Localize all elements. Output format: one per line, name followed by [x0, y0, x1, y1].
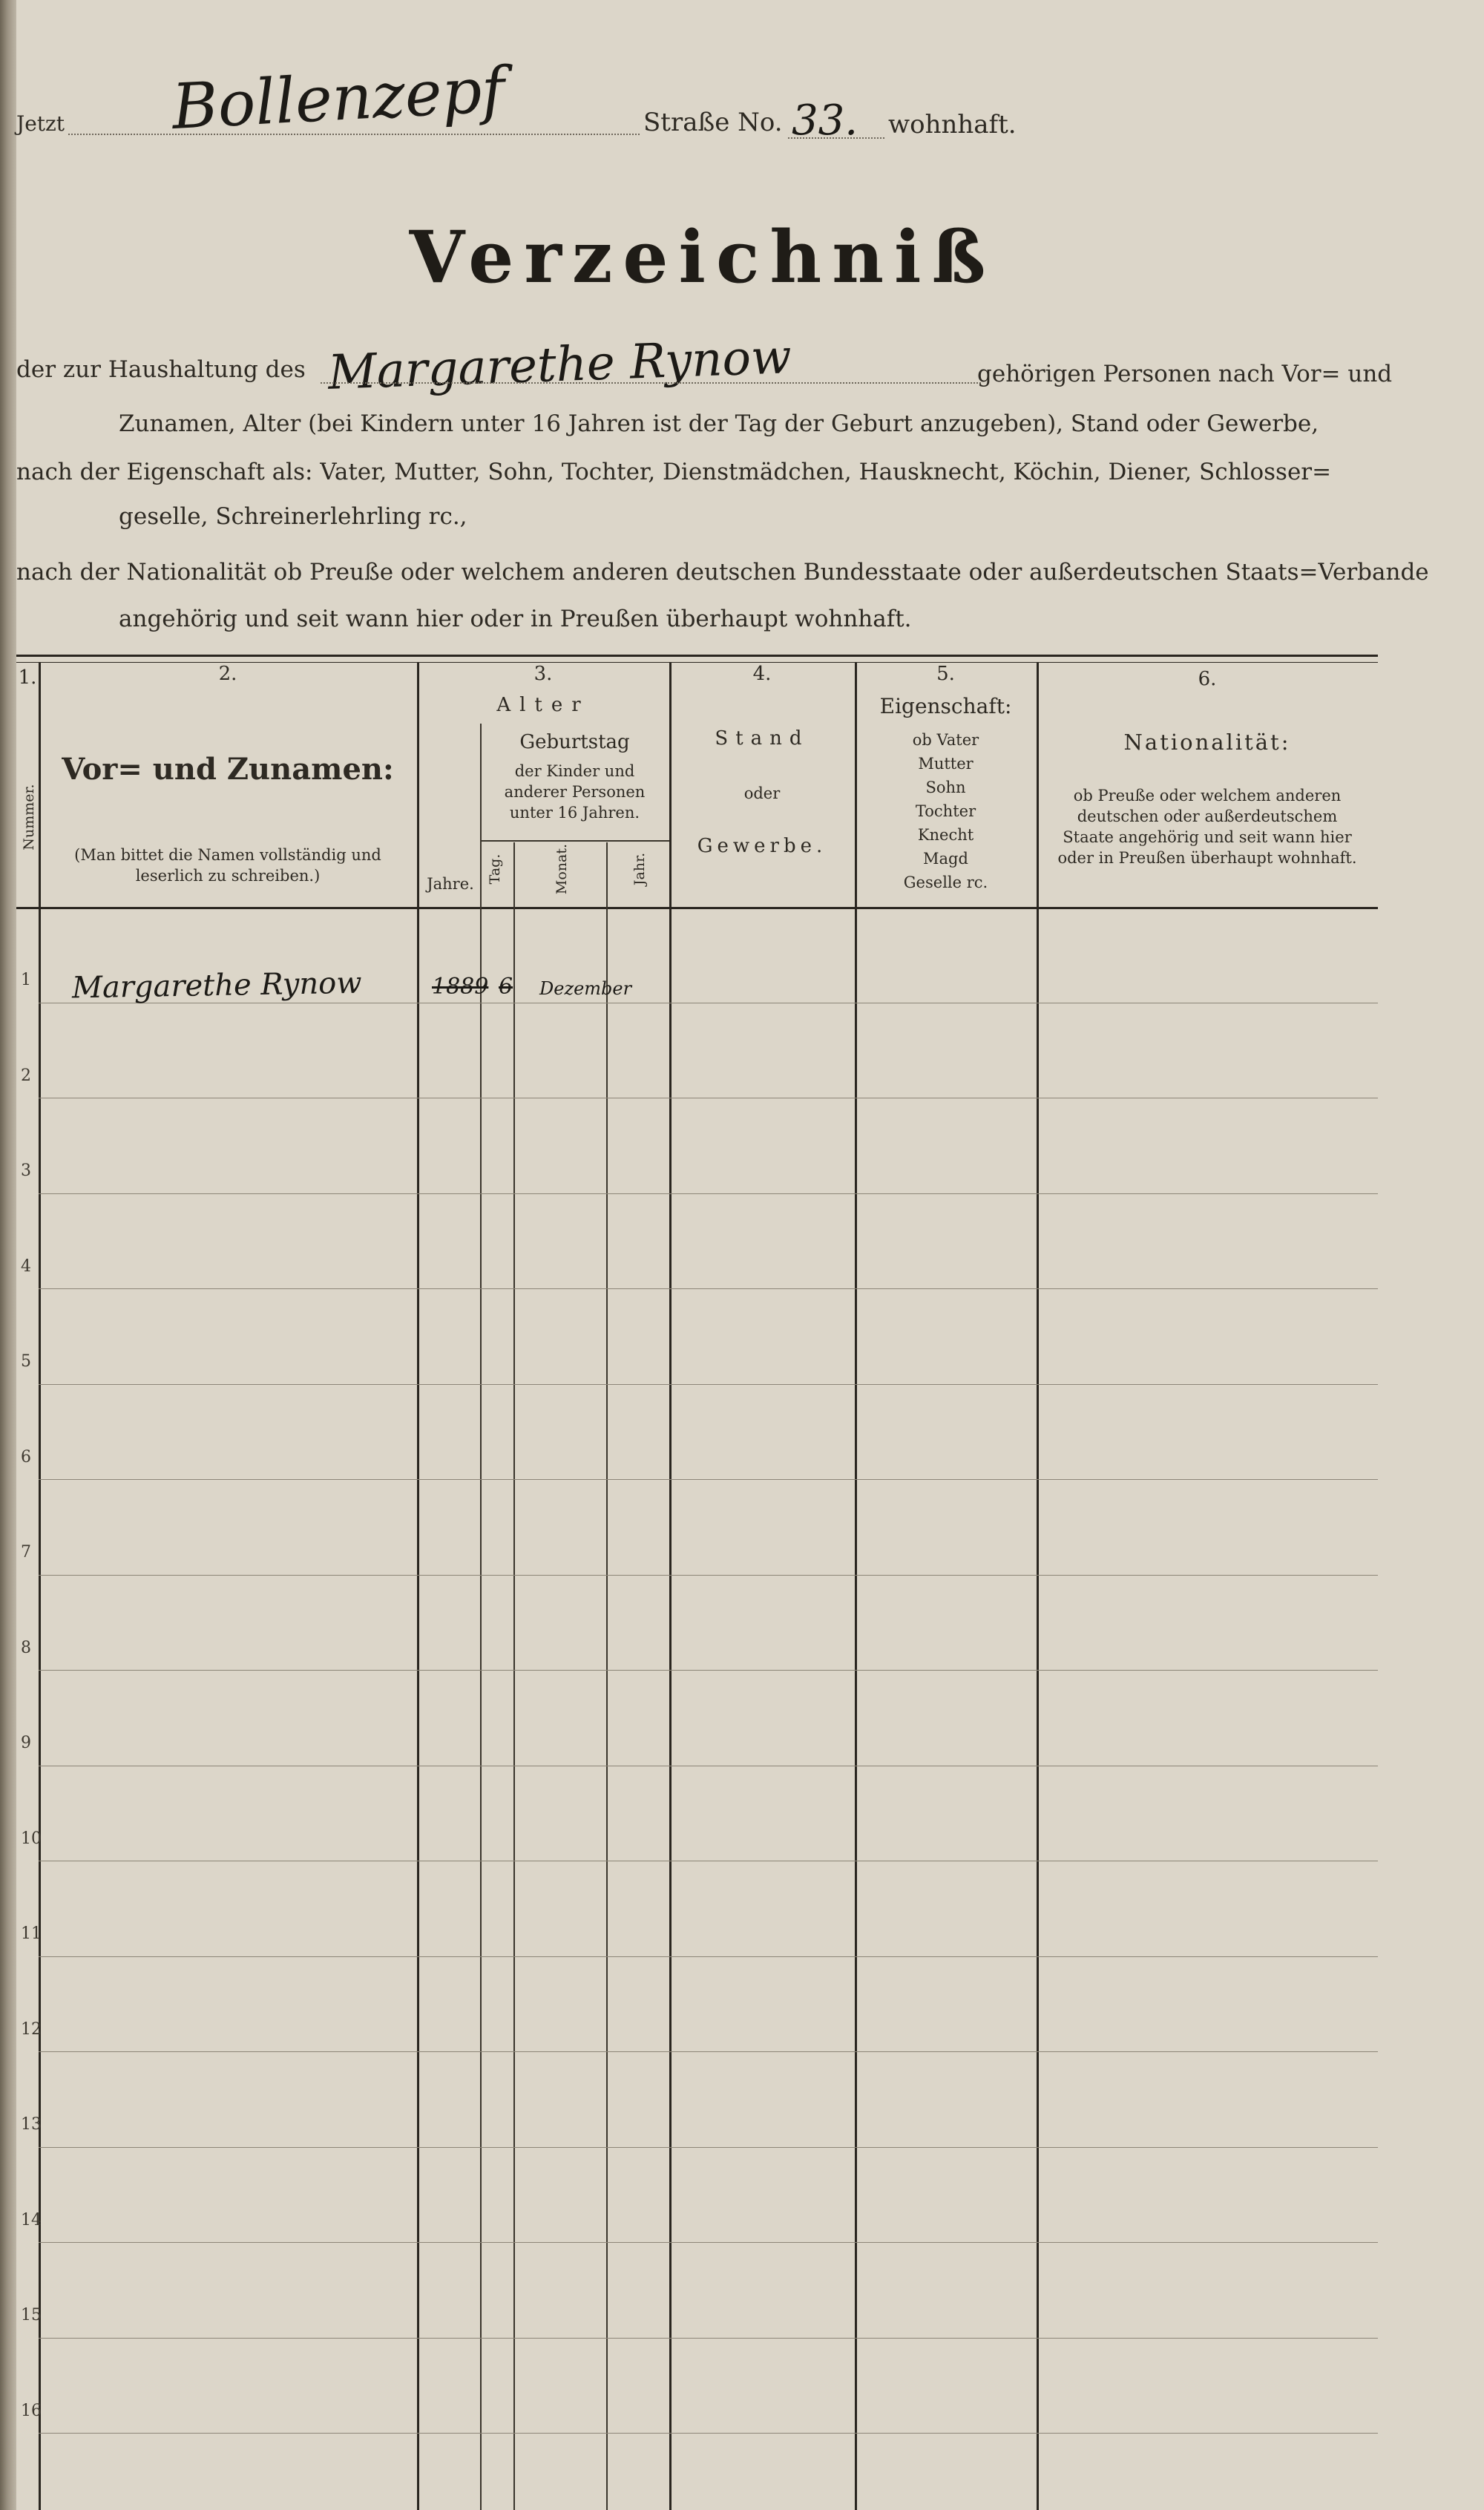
intro-line-6: angehörig und seit wann hier oder in Preußen überhaupt wohnhaft. — [119, 606, 912, 632]
col3-sub: Geburtstag — [519, 731, 630, 753]
row-divider — [39, 2242, 1378, 2243]
intro-line-1-start: der zur Haushaltung des — [16, 356, 306, 383]
column-divider-5 — [855, 662, 857, 2510]
row-number: 14 — [21, 2210, 42, 2229]
col6-label: Nationalität: — [1123, 730, 1291, 755]
row-divider — [39, 2338, 1378, 2339]
col6-note: ob Preuße oder welchem anderen deutschen oder außerdeutschem Staate angehörig und seit wann hier oder in Preußen überhaupt wohnhaft. — [1057, 787, 1357, 867]
row-divider — [39, 2051, 1378, 2052]
row-number: 15 — [21, 2306, 42, 2324]
house-number-handwritten: 33. — [792, 96, 858, 145]
dotted-line — [68, 134, 640, 135]
page-title: Verzeichniß — [409, 215, 997, 299]
row-number: 11 — [21, 1924, 42, 1943]
col6-number: 6. — [1198, 668, 1217, 690]
col3-sub-divider — [480, 840, 669, 842]
row-number: 10 — [21, 1829, 42, 1848]
register-page — [16, 0, 1484, 2510]
row-divider — [39, 1384, 1378, 1385]
intro-line-5: nach der Nationalität ob Preuße oder welchem anderen deutschen Bundesstaate oder außerdeutschen Staats=Verbande — [16, 559, 1429, 586]
col2-label: Vor= und Zunamen: — [62, 752, 394, 787]
street-label: Straße No. — [643, 108, 783, 137]
row-divider — [39, 1479, 1378, 1480]
row1-age-handwritten: 1889 — [432, 974, 489, 1000]
col5-line-7: Geselle rc. — [903, 874, 988, 891]
col5-line-1: ob Vater — [912, 731, 979, 749]
intro-line-2: Zunamen, Alter (bei Kindern unter 16 Jahren ist der Tag der Geburt anzugeben), Stand oder Gewerbe, — [119, 410, 1319, 437]
intro-line-4: geselle, Schreinerlehrling rc., — [119, 503, 467, 530]
jetzt-label: Jetzt — [16, 111, 65, 136]
col3-jahre: Jahre. — [427, 875, 474, 893]
col5-line-5: Knecht — [917, 826, 974, 844]
row-divider — [39, 1193, 1378, 1194]
col5-line-6: Magd — [923, 850, 968, 868]
row1-month-handwritten: Dezember — [539, 978, 632, 999]
col4-gewerbe: Gewerbe. — [697, 835, 827, 857]
row-number: 7 — [21, 1543, 31, 1562]
row1-name-handwritten: Margarethe Rynow — [71, 966, 362, 1006]
col1-number: 1. — [18, 666, 37, 689]
col5-line-3: Sohn — [925, 779, 966, 796]
col4-stand: Stand — [715, 727, 810, 750]
row-divider — [39, 1575, 1378, 1576]
row1-day-handwritten: 6 — [499, 974, 513, 1000]
col3-tag: Tag. — [487, 853, 503, 885]
col4-number: 4. — [752, 663, 772, 685]
row-number: 3 — [21, 1161, 31, 1180]
column-divider-3b — [513, 842, 515, 2510]
col3-number: 3. — [533, 663, 553, 685]
column-divider-4 — [669, 662, 672, 2510]
row-divider — [39, 2433, 1378, 2434]
row-divider — [39, 1670, 1378, 1671]
col5-label: Eigenschaft: — [879, 694, 1012, 718]
row-divider — [39, 2147, 1378, 2148]
table-top-border — [16, 655, 1378, 657]
col5-number: 5. — [936, 663, 955, 685]
col3-jahr: Jahr. — [631, 852, 648, 886]
row-number: 9 — [21, 1734, 31, 1752]
column-divider-6 — [1037, 662, 1039, 2510]
col3-monat: Monat. — [554, 843, 570, 895]
col2-number: 2. — [218, 663, 237, 685]
col3-label: Alter — [496, 694, 590, 716]
row-number: 16 — [21, 2401, 42, 2420]
wohnhaft-label: wohnhaft. — [888, 110, 1017, 140]
row-divider — [39, 1288, 1378, 1289]
row-number: 6 — [21, 1447, 31, 1467]
row-number: 8 — [21, 1638, 31, 1657]
row-divider — [39, 1956, 1378, 1957]
household-name-handwritten: Margarethe Rynow — [326, 330, 792, 401]
row-number: 2 — [21, 1066, 31, 1085]
row-number: 4 — [21, 1256, 31, 1276]
row-number: 1 — [21, 971, 31, 989]
col5-line-2: Mutter — [918, 755, 974, 773]
row-number: 12 — [21, 2019, 42, 2039]
row-number: 5 — [21, 1352, 31, 1371]
col5-line-4: Tochter — [915, 802, 976, 820]
dotted-line — [788, 137, 884, 139]
table-header-bottom-border — [16, 907, 1378, 909]
column-divider-1 — [39, 662, 41, 2510]
intro-line-3: nach der Eigenschaft als: Vater, Mutter, Sohn, Tochter, Dienstmädchen, Hausknecht, Köchin, Diener, Schlosser= — [16, 459, 1332, 485]
col3-note: der Kinder und anderer Personen unter 16 Jahren. — [504, 762, 646, 822]
street-handwritten: Bollenzepf — [170, 53, 507, 143]
col1-label: Nummer. — [21, 784, 37, 851]
intro-line-1-end: gehörigen Personen nach Vor= und — [977, 361, 1393, 387]
col4-oder: oder — [743, 784, 781, 802]
column-divider-3c — [606, 842, 608, 2510]
dotted-line — [321, 382, 981, 384]
col2-note: (Man bittet die Namen vollständig und leserlich zu schreiben.) — [74, 846, 381, 885]
column-divider-2 — [417, 662, 419, 2510]
row-number: 13 — [21, 2115, 42, 2134]
